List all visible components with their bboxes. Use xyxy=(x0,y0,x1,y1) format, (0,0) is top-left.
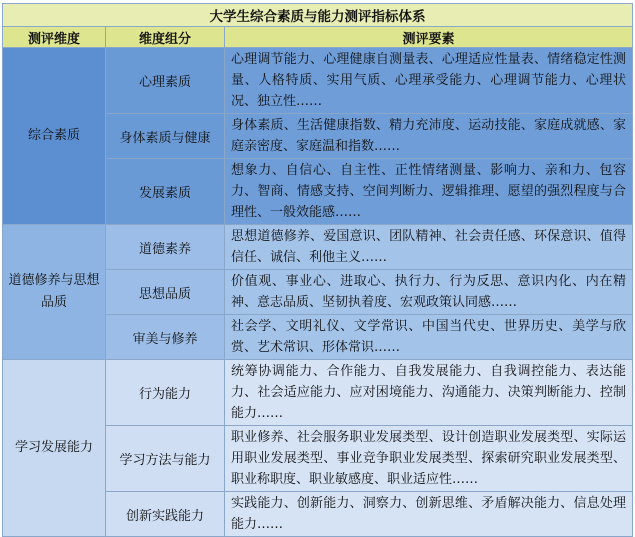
elements-cell: 社会学、文明礼仪、文学常识、中国当代史、世界历史、美学与欣赏、艺术常识、形体常识…… xyxy=(225,315,633,360)
table-title: 大学生综合素质与能力测评指标体系 xyxy=(3,4,633,27)
table-row xyxy=(3,225,633,270)
elements-cell: 实践能力、创新能力、洞察力、创新思维、矛盾解决能力、信息处理能力…… xyxy=(225,492,633,537)
table-row xyxy=(3,48,633,114)
header-elements: 测评要素 xyxy=(225,27,633,48)
component-cell: 思想品质 xyxy=(106,270,225,315)
dimension-cell: 道德修养与思想品质 xyxy=(3,225,106,360)
table-row xyxy=(3,360,633,426)
component-cell: 心理素质 xyxy=(106,48,225,114)
indicator-table xyxy=(2,3,633,537)
component-cell: 创新实践能力 xyxy=(106,492,225,537)
elements-cell: 想象力、自信心、自主性、正性情绪测量、影响力、亲和力、包容力、智商、情感支持、空间判断力、逻辑推理、愿望的强烈程度与合理性、一般效能感…… xyxy=(225,159,633,225)
component-cell: 学习方法与能力 xyxy=(106,426,225,492)
dimension-cell: 综合素质 xyxy=(3,48,106,225)
header-dimension: 测评维度 xyxy=(3,27,106,48)
elements-cell: 思想道德修养、爱国意识、团队精神、社会责任感、环保意识、值得信任、诚信、利他主义…… xyxy=(225,225,633,270)
indicator-table-container xyxy=(2,3,632,537)
elements-cell: 价值观、事业心、进取心、执行力、行为反思、意识内化、内在精神、意志品质、坚韧执着度、宏观政策认同感…… xyxy=(225,270,633,315)
elements-cell: 心理调节能力、心理健康自测量表、心理适应性量表、情绪稳定性测量、人格特质、实用气质、心理承受能力、心理调节能力、心理状况、独立性…… xyxy=(225,48,633,114)
table-title-row xyxy=(3,4,633,27)
elements-cell: 身体素质、生活健康指数、精力充沛度、运动技能、家庭成就感、家庭亲密度、家庭温和指数…… xyxy=(225,114,633,159)
component-cell: 道德素养 xyxy=(106,225,225,270)
component-cell: 审美与修养 xyxy=(106,315,225,360)
elements-cell: 职业修养、社会服务职业发展类型、设计创造职业发展类型、实际运用职业发展类型、事业竞争职业发展类型、探索研究职业发展类型、职业称职度、职业敏感度、职业适应性…… xyxy=(225,426,633,492)
component-cell: 发展素质 xyxy=(106,159,225,225)
dimension-cell: 学习发展能力 xyxy=(3,360,106,537)
header-component: 维度组分 xyxy=(106,27,225,48)
component-cell: 身体素质与健康 xyxy=(106,114,225,159)
elements-cell: 统筹协调能力、合作能力、自我发展能力、自我调控能力、表达能力、社会适应能力、应对困境能力、沟通能力、决策判断能力、控制能力…… xyxy=(225,360,633,426)
component-cell: 行为能力 xyxy=(106,360,225,426)
table-header-row xyxy=(3,27,633,48)
